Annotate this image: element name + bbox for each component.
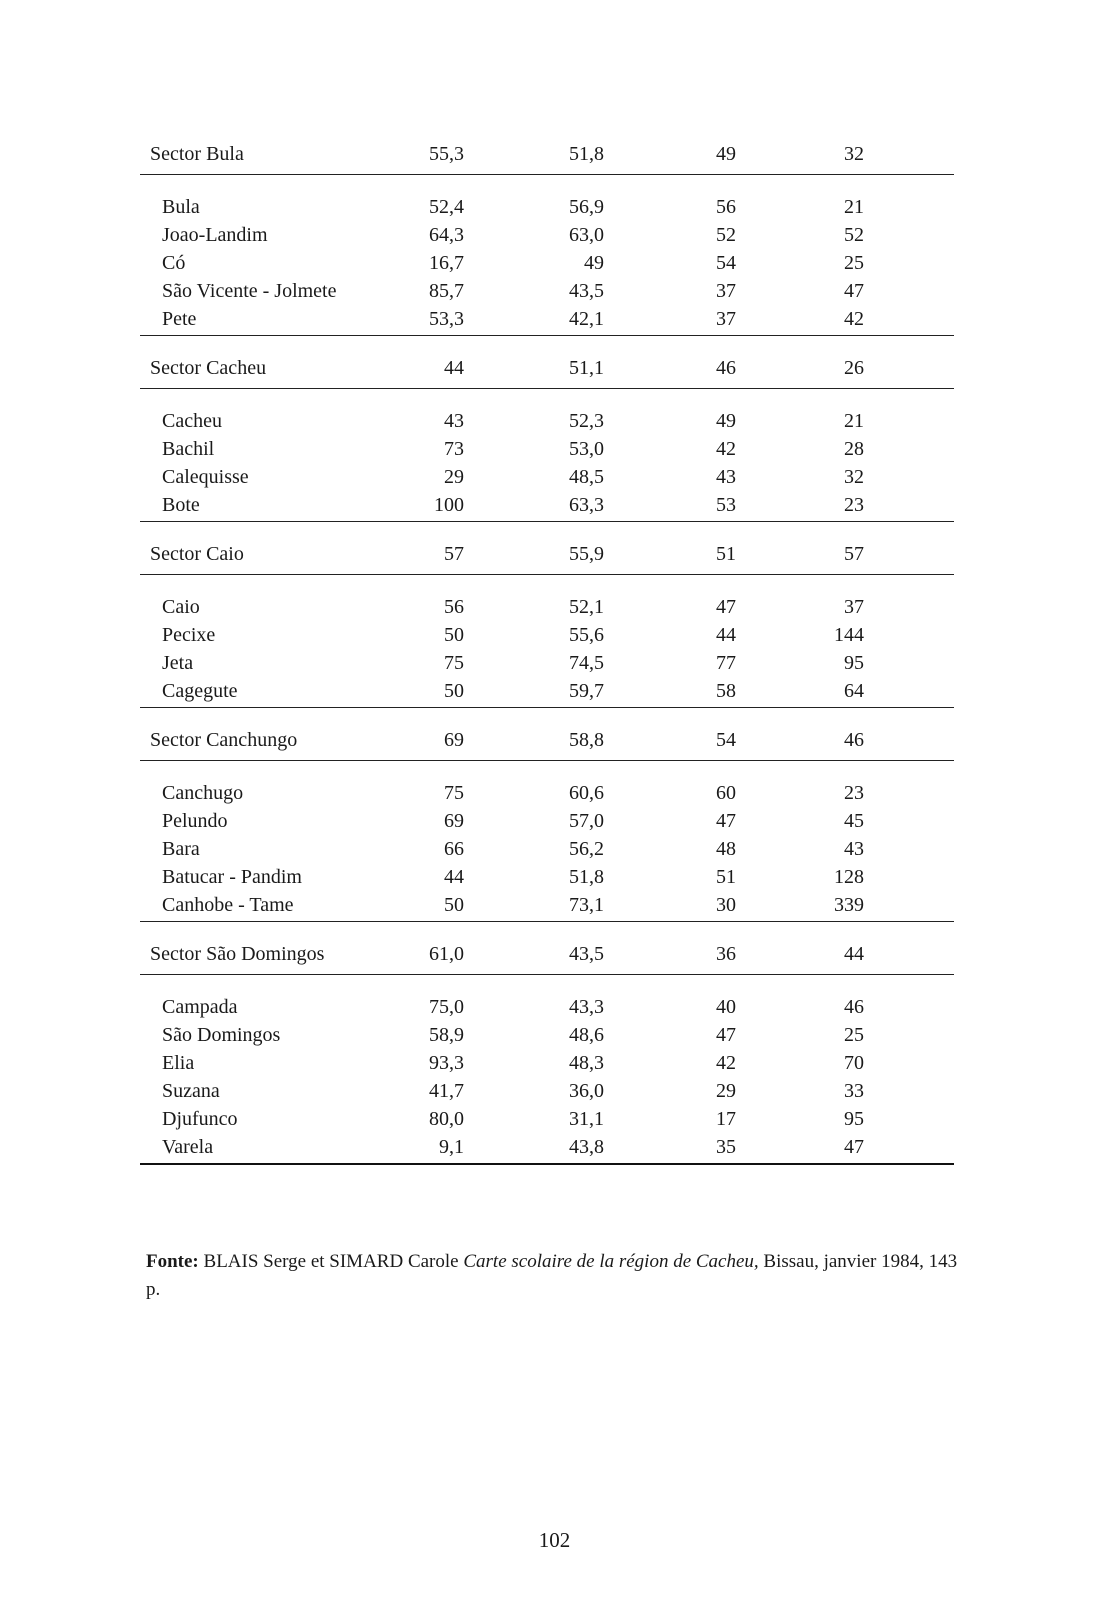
locality-value: 29: [716, 1080, 736, 1102]
locality-name: Có: [162, 252, 186, 274]
table-row: [140, 221, 954, 249]
sector-name: Sector Cacheu: [150, 357, 267, 379]
locality-value: 339: [834, 894, 864, 916]
locality-name: Canchugo: [162, 782, 244, 804]
locality-value: 47: [716, 810, 736, 832]
locality-value: 16,7: [429, 252, 464, 274]
locality-value: 56,9: [569, 196, 604, 218]
spacer: [140, 175, 954, 193]
locality-value: 56,2: [569, 838, 604, 860]
sector-name: Sector Caio: [150, 543, 244, 565]
table-row: [140, 305, 954, 333]
locality-value: 47: [716, 1024, 736, 1046]
locality-name: Batucar - Pandim: [162, 866, 302, 888]
locality-value: 60,6: [569, 782, 604, 804]
sector-value: 43,5: [569, 943, 604, 965]
table-row: [140, 779, 954, 807]
locality-value: 33: [844, 1080, 864, 1102]
sector-value: 54: [716, 729, 736, 751]
locality-value: 69: [444, 810, 464, 832]
locality-value: 17: [716, 1108, 736, 1130]
table-bottom-rule: [140, 1163, 954, 1165]
locality-name: Pecixe: [162, 624, 216, 646]
locality-value: 43: [444, 410, 464, 432]
locality-value: 52,3: [569, 410, 604, 432]
locality-value: 93,3: [429, 1052, 464, 1074]
spacer: [140, 575, 954, 593]
sector-value: 51: [716, 543, 736, 565]
table-row: [140, 649, 954, 677]
locality-value: 75: [444, 782, 464, 804]
table-row: [140, 1133, 954, 1161]
locality-value: 63,3: [569, 494, 604, 516]
locality-value: 42,1: [569, 308, 604, 330]
locality-name: Pelundo: [162, 810, 228, 832]
locality-value: 52: [844, 224, 864, 246]
table-row: [140, 1021, 954, 1049]
locality-value: 45: [844, 810, 864, 832]
locality-value: 58: [716, 680, 736, 702]
sector-value: 55,3: [429, 143, 464, 165]
sector-row: [140, 936, 954, 972]
locality-name: Djufunco: [162, 1108, 238, 1130]
sector-value: 44: [444, 357, 464, 379]
locality-value: 25: [844, 1024, 864, 1046]
locality-name: Bara: [162, 838, 200, 860]
locality-name: Bote: [162, 494, 200, 516]
locality-name: Campada: [162, 996, 238, 1018]
locality-value: 95: [844, 652, 864, 674]
locality-value: 63,0: [569, 224, 604, 246]
locality-value: 48,6: [569, 1024, 604, 1046]
locality-value: 48,5: [569, 466, 604, 488]
spacer: [140, 761, 954, 779]
locality-value: 100: [434, 494, 464, 516]
locality-value: 58,9: [429, 1024, 464, 1046]
locality-value: 59,7: [569, 680, 604, 702]
table-row: [140, 1049, 954, 1077]
locality-value: 42: [716, 438, 736, 460]
table-row: [140, 463, 954, 491]
locality-name: Canhobe - Tame: [162, 894, 294, 916]
sector-value: 46: [844, 729, 864, 751]
locality-value: 43,3: [569, 996, 604, 1018]
source-label: Fonte:: [146, 1251, 199, 1272]
locality-value: 46: [844, 996, 864, 1018]
locality-value: 30: [716, 894, 736, 916]
locality-value: 31,1: [569, 1108, 604, 1130]
locality-value: 43: [716, 466, 736, 488]
sector-value: 69: [444, 729, 464, 751]
locality-name: Calequisse: [162, 466, 249, 488]
locality-value: 25: [844, 252, 864, 274]
table-row: [140, 863, 954, 891]
locality-value: 64,3: [429, 224, 464, 246]
table-row: [140, 835, 954, 863]
locality-value: 53: [716, 494, 736, 516]
locality-value: 56: [444, 596, 464, 618]
spacer: [140, 522, 954, 536]
locality-value: 52,4: [429, 196, 464, 218]
locality-value: 42: [716, 1052, 736, 1074]
sector-value: 55,9: [569, 543, 604, 565]
statistics-table: [140, 136, 954, 1165]
locality-name: Bachil: [162, 438, 215, 460]
locality-value: 74,5: [569, 652, 604, 674]
locality-value: 21: [844, 410, 864, 432]
locality-name: Caio: [162, 596, 200, 618]
locality-value: 70: [844, 1052, 864, 1074]
locality-value: 75,0: [429, 996, 464, 1018]
locality-value: 52: [716, 224, 736, 246]
table-row: [140, 993, 954, 1021]
locality-value: 42: [844, 308, 864, 330]
locality-value: 23: [844, 782, 864, 804]
locality-value: 37: [716, 280, 736, 302]
locality-value: 43,8: [569, 1136, 604, 1158]
locality-value: 95: [844, 1108, 864, 1130]
locality-name: São Domingos: [162, 1024, 281, 1046]
locality-value: 28: [844, 438, 864, 460]
sector-value: 58,8: [569, 729, 604, 751]
locality-value: 21: [844, 196, 864, 218]
sector-value: 36: [716, 943, 736, 965]
locality-value: 60: [716, 782, 736, 804]
table-row: [140, 249, 954, 277]
sector-value: 49: [716, 143, 736, 165]
locality-value: 52,1: [569, 596, 604, 618]
locality-value: 37: [844, 596, 864, 618]
spacer: [140, 336, 954, 350]
source-authors: BLAIS Serge et SIMARD Carole: [203, 1251, 459, 1272]
sector-row: [140, 722, 954, 758]
sector-value: 57: [844, 543, 864, 565]
locality-value: 85,7: [429, 280, 464, 302]
sector-name: Sector Bula: [150, 143, 244, 165]
table-row: [140, 891, 954, 919]
locality-value: 47: [716, 596, 736, 618]
sector-name: Sector São Domingos: [150, 943, 325, 965]
table-row: [140, 277, 954, 305]
page-number: 102: [538, 1528, 571, 1552]
sector-value: 57: [444, 543, 464, 565]
locality-value: 77: [716, 652, 736, 674]
locality-value: 44: [444, 866, 464, 888]
locality-value: 37: [716, 308, 736, 330]
locality-value: 43: [844, 838, 864, 860]
table-row: [140, 621, 954, 649]
locality-value: 51,8: [569, 866, 604, 888]
locality-name: Varela: [162, 1136, 214, 1158]
locality-name: Elia: [162, 1052, 195, 1074]
locality-value: 47: [844, 280, 864, 302]
locality-value: 66: [444, 838, 464, 860]
sector-value: 51,1: [569, 357, 604, 379]
locality-value: 49: [584, 252, 604, 274]
table-row: [140, 807, 954, 835]
table-row: [140, 193, 954, 221]
locality-value: 36,0: [569, 1080, 604, 1102]
locality-value: 32: [844, 466, 864, 488]
locality-value: 50: [444, 894, 464, 916]
table-row: [140, 1077, 954, 1105]
locality-value: 44: [716, 624, 736, 646]
locality-value: 73,1: [569, 894, 604, 916]
locality-value: 48,3: [569, 1052, 604, 1074]
sector-row: [140, 536, 954, 572]
locality-value: 41,7: [429, 1080, 464, 1102]
spacer: [140, 922, 954, 936]
table-row: [140, 677, 954, 705]
sector-value: 61,0: [429, 943, 464, 965]
sector-value: 44: [844, 943, 864, 965]
table-row: [140, 435, 954, 463]
locality-name: Cagegute: [162, 680, 238, 702]
locality-name: Pete: [162, 308, 197, 330]
locality-value: 73: [444, 438, 464, 460]
sector-row: [140, 350, 954, 386]
locality-value: 75: [444, 652, 464, 674]
locality-value: 23: [844, 494, 864, 516]
source-title: Carte scolaire de la région de Cacheu,: [463, 1251, 759, 1272]
locality-value: 47: [844, 1136, 864, 1158]
sector-row: [140, 136, 954, 172]
locality-value: 40: [716, 996, 736, 1018]
locality-value: 29: [444, 466, 464, 488]
locality-value: 54: [716, 252, 736, 274]
sector-name: Sector Canchungo: [150, 729, 298, 751]
locality-name: Bula: [162, 196, 200, 218]
sector-value: 46: [716, 357, 736, 379]
locality-value: 64: [844, 680, 864, 702]
locality-value: 9,1: [439, 1136, 464, 1158]
locality-value: 56: [716, 196, 736, 218]
table-row: [140, 491, 954, 519]
table-row: [140, 1105, 954, 1133]
locality-name: Joao-Landim: [162, 224, 268, 246]
locality-name: Jeta: [162, 652, 194, 674]
locality-value: 144: [834, 624, 864, 646]
locality-value: 55,6: [569, 624, 604, 646]
locality-value: 53,0: [569, 438, 604, 460]
table-row: [140, 407, 954, 435]
locality-value: 50: [444, 624, 464, 646]
sector-value: 26: [844, 357, 864, 379]
sector-value: 32: [844, 143, 864, 165]
locality-name: São Vicente - Jolmete: [162, 280, 337, 302]
locality-value: 51: [716, 866, 736, 888]
table-row: [140, 593, 954, 621]
locality-name: Suzana: [162, 1080, 220, 1102]
locality-value: 49: [716, 410, 736, 432]
locality-value: 50: [444, 680, 464, 702]
locality-value: 57,0: [569, 810, 604, 832]
locality-value: 35: [716, 1136, 736, 1158]
locality-value: 80,0: [429, 1108, 464, 1130]
locality-name: Cacheu: [162, 410, 222, 432]
locality-value: 128: [834, 866, 864, 888]
locality-value: 43,5: [569, 280, 604, 302]
spacer: [140, 975, 954, 993]
spacer: [140, 708, 954, 722]
source-details: Bissau, janvier 1984, 143 p.: [146, 1251, 958, 1300]
source-note: [146, 1248, 966, 1304]
locality-value: 48: [716, 838, 736, 860]
locality-value: 53,3: [429, 308, 464, 330]
spacer: [140, 389, 954, 407]
sector-value: 51,8: [569, 143, 604, 165]
